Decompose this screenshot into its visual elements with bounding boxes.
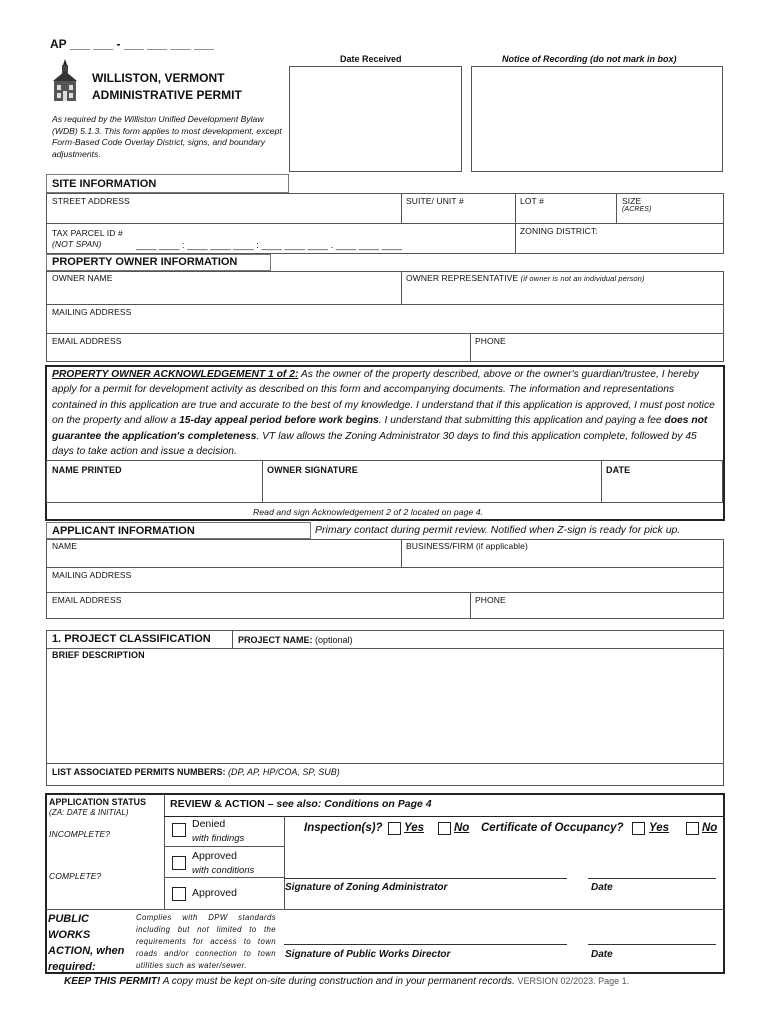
form-title bbox=[92, 70, 242, 104]
intro-text: As required by the Williston Unified Development Bylaw (WDB) 5.1.3. This form applies to most development, except Form-Based Code Overlay District, signs, and boundary adjustments. bbox=[52, 114, 282, 159]
ack-heading: PROPERTY OWNER ACKNOWLEDGEMENT 1 of 2: bbox=[52, 369, 299, 380]
applicant-section-title: APPLICANT INFORMATION bbox=[52, 525, 195, 537]
project-name-label: PROJECT NAME: bbox=[238, 635, 313, 645]
owner-rep-label: OWNER REPRESENTATIVE bbox=[406, 273, 519, 283]
tax-parcel-field[interactable]: TAX PARCEL ID # bbox=[52, 228, 123, 238]
ack-date-field[interactable]: DATE bbox=[606, 465, 631, 475]
co-yes-label: Yes bbox=[649, 822, 670, 834]
owner-mailing-field[interactable]: MAILING ADDRESS bbox=[52, 307, 132, 317]
co-label: Certificate of Occupancy? bbox=[481, 822, 624, 834]
tax-parcel-blanks[interactable]: ____ ____ : ____ ____ ____ : ____ ____ ____ . ____ ____ ____ bbox=[136, 240, 403, 250]
approved-conditions-checkbox[interactable] bbox=[172, 855, 186, 873]
za-date-line[interactable] bbox=[588, 878, 716, 879]
title-line-2: ADMINISTRATIVE PERMIT bbox=[92, 88, 242, 102]
keep-permit-label: KEEP THIS PERMIT! bbox=[64, 976, 161, 987]
applicant-mailing-field[interactable]: MAILING ADDRESS bbox=[52, 570, 132, 580]
status-title: APPLICATION STATUS bbox=[49, 797, 147, 807]
owner-name-field[interactable]: OWNER NAME bbox=[52, 273, 113, 283]
approved-sub: with conditions bbox=[192, 865, 255, 876]
public-works-text: Complies with DPW standards including but not limited to the requirements for access to town roads and/or connection to town utilities such as water/sewer. bbox=[136, 913, 276, 970]
owner-phone-field[interactable]: PHONE bbox=[475, 336, 506, 346]
size-units: (ACRES) bbox=[622, 206, 652, 213]
footer: KEEP THIS PERMIT! A copy must be kept on-site during construction and in your permanent records. VERSION 02/2023. Page 1. bbox=[64, 976, 630, 987]
approved-checkbox[interactable] bbox=[172, 886, 186, 904]
co-yes-checkbox[interactable] bbox=[632, 820, 645, 838]
project-section-title: 1. PROJECT CLASSIFICATION bbox=[52, 633, 211, 645]
inspection-no-label: No bbox=[454, 822, 470, 834]
pw-date-line[interactable] bbox=[588, 944, 716, 945]
denied-checkbox[interactable] bbox=[172, 822, 186, 840]
review-action-title: REVIEW & ACTION – see also: Conditions on Page 4 bbox=[170, 798, 432, 810]
associated-permits-field[interactable]: LIST ASSOCIATED PERMITS NUMBERS: (DP, AP, HP/COA, SP, SUB) bbox=[52, 767, 340, 777]
lot-field[interactable]: LOT # bbox=[520, 196, 544, 206]
za-signature-line[interactable] bbox=[284, 878, 567, 879]
applicant-email-field[interactable]: EMAIL ADDRESS bbox=[52, 595, 122, 605]
inspection-label: Inspection(s)? bbox=[304, 822, 383, 834]
applicant-note: Primary contact during permit review. Notified when Z-sign is ready for pick up. bbox=[315, 524, 681, 536]
acknowledgement-text: PROPERTY OWNER ACKNOWLEDGEMENT 1 of 2: As the owner of the property described, above or the owner's guardian/trustee, I hereby apply for a permit for development activity as described on this form and accompanying documents. The information and representations contained in this application are true and accurate to the best of my knowledge. I understand that if this application is approved, I must post notice on the property and allow a 15-day appeal period before work begins. I understand that submitting this application and paying a fee does not guarantee the application's completeness. VT law allows the Zoning Administrator 30 days to find this application complete, followed by 45 days to take action and issue a decision. bbox=[52, 369, 715, 458]
co-no-checkbox[interactable] bbox=[686, 820, 699, 838]
pw-signature-label: Signature of Public Works Director bbox=[285, 949, 451, 960]
tax-parcel-note: (NOT SPAN) bbox=[52, 239, 102, 249]
complete-field[interactable]: COMPLETE? bbox=[49, 871, 102, 881]
denied-label: Denied bbox=[192, 818, 226, 830]
ap-number: AP ___ ___ - ___ ___ ___ ___ bbox=[50, 37, 214, 51]
applicant-phone-field[interactable]: PHONE bbox=[475, 595, 506, 605]
notice-recording-box bbox=[471, 66, 723, 172]
owner-email-field[interactable]: EMAIL ADDRESS bbox=[52, 336, 122, 346]
permits-label: LIST ASSOCIATED PERMITS NUMBERS: bbox=[52, 767, 226, 777]
zoning-district-field[interactable]: ZONING DISTRICT: bbox=[520, 226, 598, 236]
notice-recording-label: Notice of Recording (do not mark in box) bbox=[502, 54, 677, 64]
applicant-grid bbox=[46, 539, 724, 619]
town-hall-icon bbox=[51, 59, 79, 103]
co-no-label: No bbox=[702, 822, 718, 834]
size-field[interactable]: SIZE bbox=[622, 196, 642, 206]
date-received-label: Date Received bbox=[340, 54, 402, 64]
site-section-title: SITE INFORMATION bbox=[52, 178, 157, 190]
street-address-field[interactable]: STREET ADDRESS bbox=[52, 196, 130, 206]
owner-section-title: PROPERTY OWNER INFORMATION bbox=[52, 256, 238, 268]
owner-grid bbox=[46, 271, 724, 362]
owner-rep-field[interactable] bbox=[406, 273, 645, 283]
owner-signature-field[interactable]: OWNER SIGNATURE bbox=[267, 465, 358, 475]
applicant-name-field[interactable]: NAME bbox=[52, 541, 77, 551]
denied-sub: with findings bbox=[192, 833, 245, 844]
applicant-business-field[interactable]: BUSINESS/FIRM (if applicable) bbox=[406, 541, 528, 551]
title-line-1: WILLISTON, VERMONT bbox=[92, 71, 225, 85]
pw-signature-line[interactable] bbox=[284, 944, 567, 945]
inspection-yes-label: Yes bbox=[404, 822, 425, 834]
pw-date-label: Date bbox=[591, 949, 613, 960]
za-signature-label: Signature of Zoning Administrator bbox=[285, 882, 448, 893]
project-name-field[interactable]: PROJECT NAME: (optional) bbox=[238, 635, 353, 645]
date-received-box[interactable] bbox=[289, 66, 462, 172]
ack-note: Read and sign Acknowledgement 2 of 2 located on page 4. bbox=[253, 507, 484, 517]
status-subtitle: (ZA: DATE & INITIAL) bbox=[49, 808, 129, 817]
approved-2-label: Approved bbox=[192, 887, 237, 899]
version-label: VERSION 02/2023. Page 1. bbox=[517, 976, 630, 986]
za-date-label: Date bbox=[591, 882, 613, 893]
name-printed-field[interactable]: NAME PRINTED bbox=[52, 465, 122, 475]
owner-rep-note: (if owner is not an individual person) bbox=[520, 274, 645, 283]
inspection-no-checkbox[interactable] bbox=[438, 820, 451, 838]
inspection-yes-checkbox[interactable] bbox=[388, 820, 401, 838]
brief-description-field[interactable]: BRIEF DESCRIPTION bbox=[52, 650, 145, 660]
suite-field[interactable]: SUITE/ UNIT # bbox=[406, 196, 464, 206]
approved-label: Approved bbox=[192, 850, 237, 862]
incomplete-field[interactable]: INCOMPLETE? bbox=[49, 829, 111, 839]
public-works-title: PUBLIC WORKS ACTION, when required: bbox=[48, 913, 125, 973]
